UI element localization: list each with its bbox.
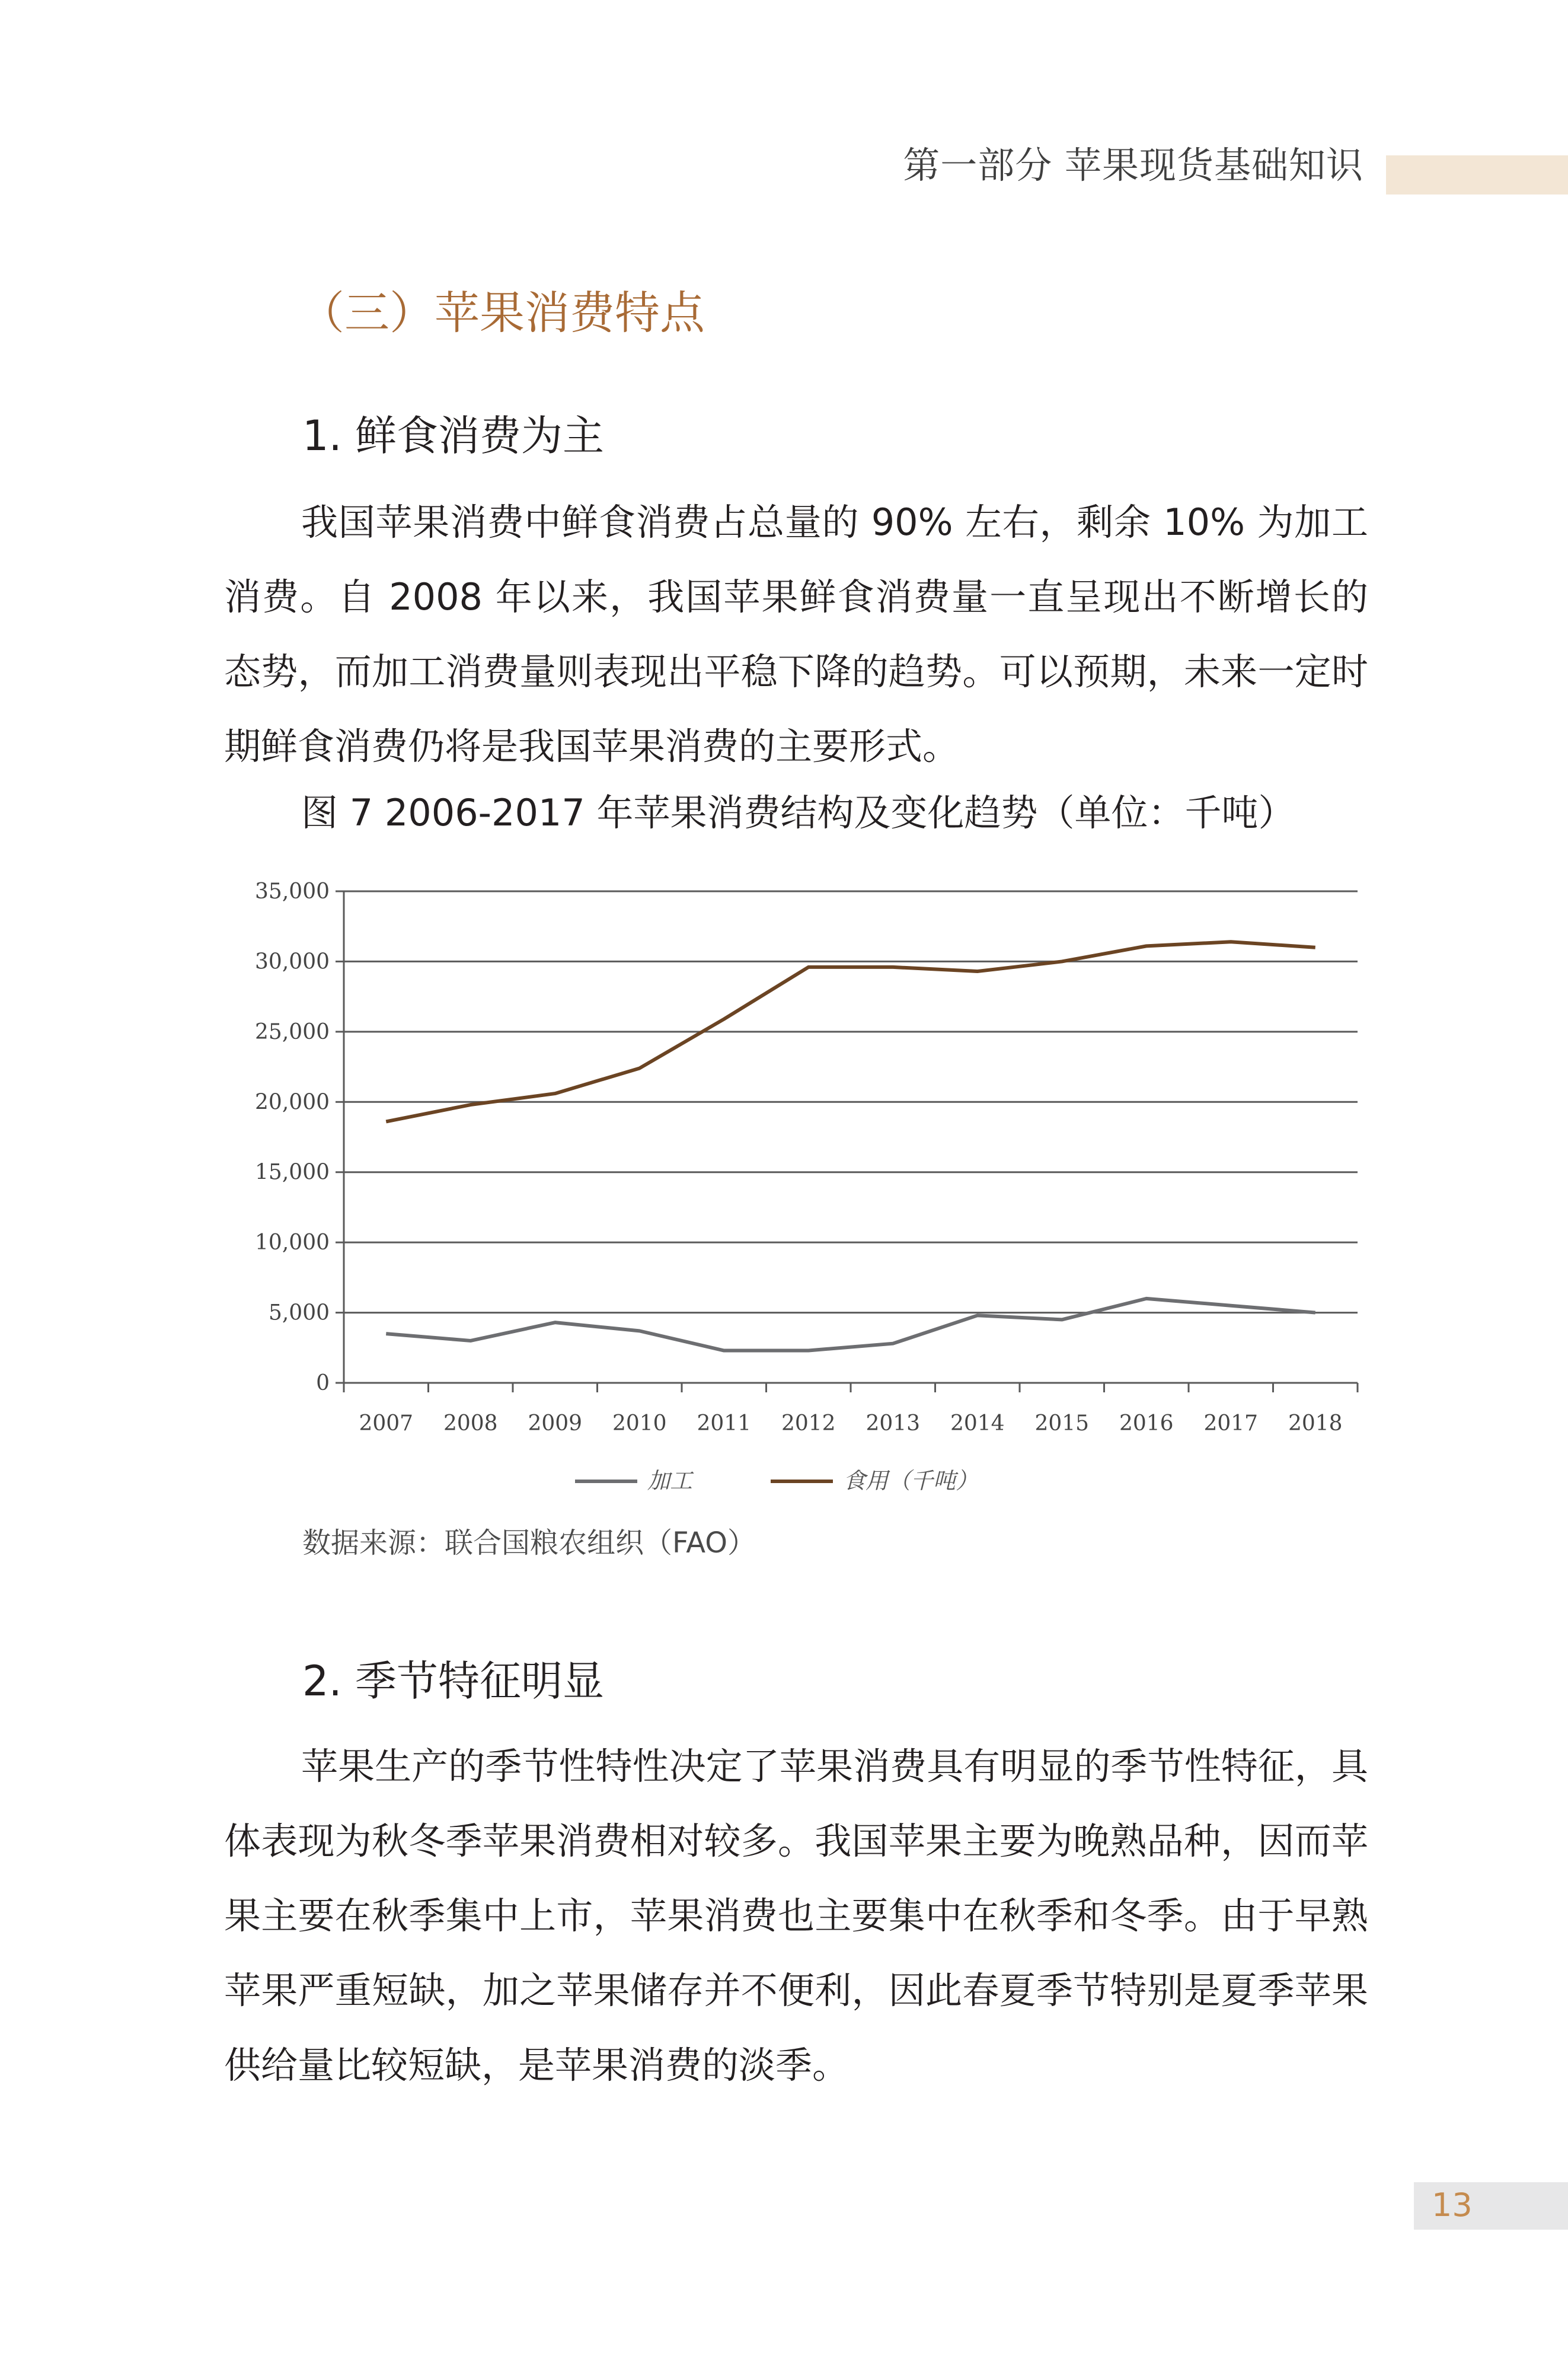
y-tick-label: 10,000: [255, 1230, 330, 1255]
line-chart: [225, 866, 1375, 1518]
x-tick-label: 2008: [443, 1411, 498, 1436]
x-tick-label: 2016: [1119, 1411, 1174, 1436]
y-tick-label: 15,000: [255, 1160, 330, 1185]
running-header: 第一部分 苹果现货基础知识: [903, 144, 1363, 187]
subsection-title-2: 2. 季节特征明显: [302, 1657, 605, 1705]
legend-label-1: 食用（千吨）: [843, 1468, 979, 1494]
paragraph-2: 苹果生产的季节性特性决定了苹果消费具有明显的季节性特征，具体表现为秋冬季苹果消费相对较多。我国苹果主要为晚熟品种，因而苹果主要在秋季集中上市，苹果消费也主要集中在秋季和冬季。由于早熟苹果严重短缺，加之苹果储存并不便利，因此春夏季节特别是夏季苹果供给量比较短缺，是苹果消费的淡季。: [224, 1745, 1368, 2087]
x-tick-label: 2007: [359, 1411, 414, 1436]
x-tick-label: 2009: [528, 1411, 583, 1436]
x-tick-label: 2018: [1288, 1411, 1343, 1436]
y-tick-label: 35,000: [255, 879, 330, 904]
x-tick-label: 2012: [781, 1411, 836, 1436]
subsection-title-1: 1. 鲜食消费为主: [302, 412, 605, 460]
x-tick-label: 2017: [1203, 1411, 1259, 1436]
y-tick-label: 5,000: [268, 1300, 330, 1325]
data-source-note: 数据来源：联合国粮农组织（FAO）: [302, 1526, 756, 1560]
x-tick-label: 2015: [1034, 1411, 1090, 1436]
x-tick-label: 2014: [950, 1411, 1005, 1436]
y-tick-label: 20,000: [255, 1090, 330, 1115]
legend-label-0: 加工: [647, 1468, 693, 1494]
y-tick-label: 30,000: [255, 949, 330, 974]
header-accent-bar: [1386, 155, 1568, 195]
page-number: 13: [1432, 2186, 1473, 2224]
y-tick-label: 0: [316, 1371, 330, 1395]
paragraph-1: 我国苹果消费中鲜食消费占总量的 90% 左右，剩余 10% 为加工消费。自 2008 年以来，我国苹果鲜食消费量一直呈现出不断增长的态势，而加工消费量则表现出平稳下降的趋势。可以预期，未来一定时期鲜食消费仍将是我国苹果消费的主要形式。: [224, 500, 1368, 768]
x-tick-label: 2010: [612, 1411, 667, 1436]
figure-caption: 图 7 2006-2017 年苹果消费结构及变化趋势（单位：千吨）: [301, 791, 1295, 834]
series-line-0: [386, 1299, 1315, 1351]
x-tick-label: 2013: [866, 1411, 921, 1436]
section-title: （三）苹果消费特点: [299, 286, 705, 339]
y-tick-label: 25,000: [255, 1019, 330, 1044]
x-tick-label: 2011: [697, 1411, 752, 1436]
